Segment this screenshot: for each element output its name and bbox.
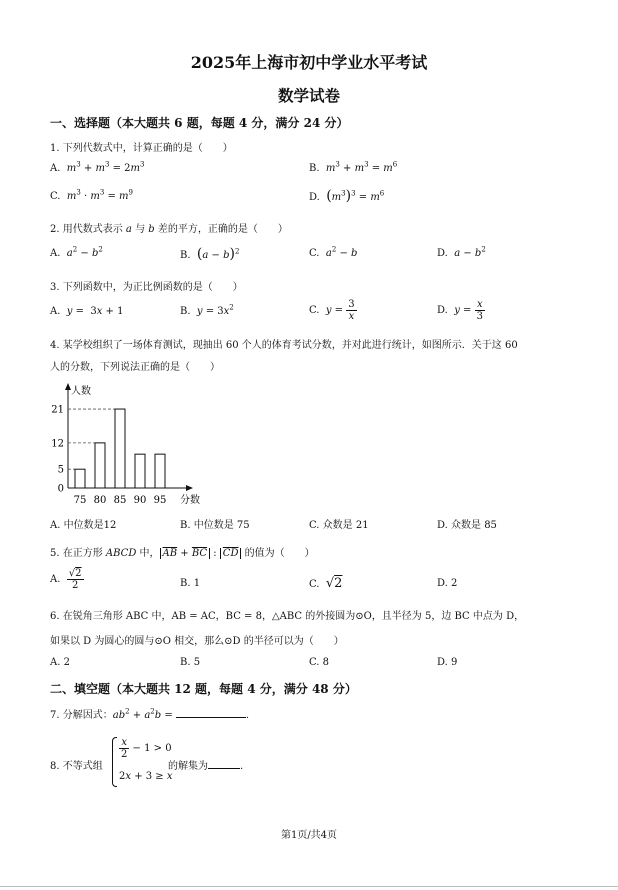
q2-option-a: A. $a^2 - b^2$: [50, 245, 103, 259]
q8-stem-post: 的解集为 .: [168, 757, 243, 772]
y-tick-label: 5: [57, 464, 64, 476]
y-tick-label: 0: [57, 483, 64, 495]
bar-95: [155, 454, 165, 488]
q4-stem-line2: 人的分数，下列说法正确的是（ ）: [50, 362, 220, 373]
q4-bar-chart-svg: [40, 380, 220, 505]
y-tick-label: 21: [51, 404, 64, 416]
exam-subtitle: 数学试卷: [277, 86, 340, 105]
q3-option-c: C. y = $\frac{3}{x}$: [309, 299, 355, 322]
y-axis-label: 人数: [71, 386, 91, 397]
q5-option-b: B. 1: [180, 578, 201, 589]
q2-stem: 2. 用代数式表示 a 与 b 差的平方，正确的是（ ）: [50, 224, 288, 235]
page-bottom-divider: [0, 886, 618, 887]
page-number: 第1页/共4页: [280, 830, 338, 841]
section-1-heading: 一、选择题（本大题共 6 题，每题 4 分，满分 24 分）: [50, 116, 349, 130]
q8-stem-pre: 8. 不等式组: [50, 761, 103, 772]
x-tick-label: 75: [73, 495, 87, 505]
q3-option-d: D. y = $\frac{x}{3}$: [437, 299, 483, 322]
q1-stem: 1. 下列代数式中，计算正确的是（ ）: [50, 143, 233, 154]
q4-option-c: C. 众数是 21: [309, 520, 369, 531]
exam-title: 2025年上海市初中学业水平考试: [190, 53, 428, 72]
bar-75: [75, 469, 85, 488]
x-tick-label: 80: [93, 495, 107, 505]
y-tick-label: 12: [51, 438, 64, 450]
q4-option-b: B. 中位数是 75: [180, 520, 250, 531]
q6-stem-line1: 6. 在锐角三角形 ABC 中，AB = AC，BC = 8，△ABC 的外接圆为⊙O，且半径为 5，边 BC 中点为 D，: [50, 611, 525, 622]
x-axis-label: 分数: [180, 495, 200, 505]
q4-bar-chart: [40, 380, 220, 505]
q1-option-c: C. $m^3 \cdot m^3 = m^9$: [50, 188, 133, 202]
q4-stem-line1: 4. 某学校组织了一场体育测试，现抽出 60 个人的体育考试分数，并对此进行统计，如图所示．关于这 60: [50, 340, 518, 351]
q5-option-a: A. $\frac{√2}{2}$: [50, 568, 82, 591]
q6-stem-line2: 如果以 D 为圆心的圆与⊙O 相交，那么⊙D 的半径可以为（ ）: [50, 636, 344, 647]
q4-option-a: A. 中位数是12: [50, 520, 117, 531]
q1-option-d: D. $(m^3)^3 = m^6$: [309, 188, 385, 204]
q2-option-d: D. $a - b^2$: [437, 245, 486, 259]
q8-brace: [112, 737, 117, 787]
section-2-heading: 二、填空题（本大题共 12 题，每题 4 分，满分 48 分）: [50, 682, 357, 696]
q5-option-d: D. 2: [437, 578, 458, 589]
q1-option-b: B. $m^3 + m^3 = m^6$: [309, 160, 398, 174]
q1-option-a: A. $m^3 + m^3 = 2m^3$: [50, 160, 145, 174]
bar-80: [95, 443, 105, 488]
x-tick-label: 85: [113, 495, 127, 505]
q8-inequality-2: 2x + 3 ≥ x: [119, 771, 173, 782]
q3-option-a: A. y = 3x + 1: [50, 306, 124, 317]
q6-option-d: D. 9: [437, 657, 458, 668]
q6-option-a: A. 2: [50, 657, 70, 668]
bar-85: [115, 409, 125, 488]
x-tick-label: 90: [133, 495, 147, 505]
x-tick-label: 95: [153, 495, 167, 505]
q2-option-b: B. $(a - b)^2$: [180, 246, 240, 262]
x-axis-arrow: [186, 485, 193, 491]
q8-answer-blank[interactable]: [208, 758, 240, 769]
q2-option-c: C. $a^2 - b$: [309, 245, 358, 259]
q3-stem: 3. 下列函数中，为正比例函数的是（ ）: [50, 282, 243, 293]
q4-option-d: D. 众数是 85: [437, 520, 497, 531]
q3-option-b: B. $y = 3x^2$: [180, 303, 234, 317]
q5-stem: 5. 在正方形 ABCD 中， $\overline{AB} + \overline{BC}$ : $\overline{CD}$ 的值为（ ）: [50, 548, 315, 559]
q6-option-c: C. 8: [309, 657, 330, 668]
q8-inequality-1: $\frac{x}{2}$ − 1 > 0: [121, 737, 172, 760]
q7-answer-blank[interactable]: [176, 707, 246, 718]
q7-stem: 7. 分解因式：$ab^2 + a^2b$ = .: [50, 707, 250, 721]
q6-option-b: B. 5: [180, 657, 201, 668]
q5-option-c: C. √2: [309, 576, 343, 591]
bar-90: [135, 454, 145, 488]
